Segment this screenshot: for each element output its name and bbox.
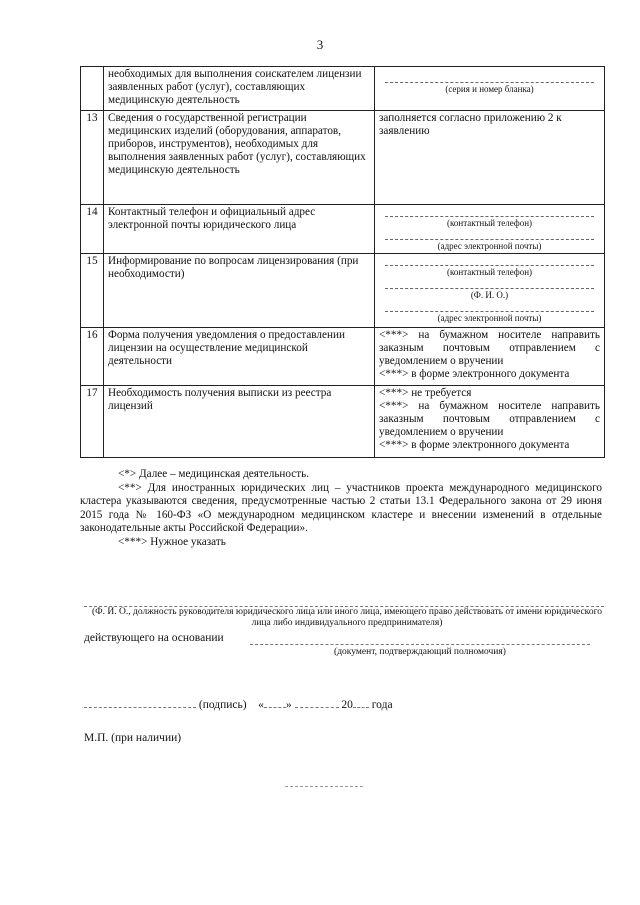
stamp-line bbox=[285, 786, 363, 787]
application-table bbox=[80, 66, 605, 458]
month-line[interactable] bbox=[295, 697, 339, 708]
year-prefix: 20 bbox=[341, 699, 353, 711]
row-label: Форма получения уведомления о предоставлении лицензии на осуществление медицинской деятельности bbox=[104, 328, 375, 386]
option-electronic[interactable]: <***> в форме электронного документа bbox=[379, 368, 570, 380]
table-row bbox=[81, 386, 605, 458]
option-paper[interactable]: <***> на бумажном носителе направить заказным почтовым отправлением с уведомлением о вручении bbox=[379, 400, 600, 438]
blank-series-caption: (серия и номер бланка) bbox=[445, 84, 534, 94]
footnote-1: <*> Далее – медицинская деятельность. bbox=[118, 468, 310, 480]
signature-row bbox=[84, 697, 393, 711]
option-paper[interactable]: <***> на бумажном носителе направить заказным почтовым отправлением с уведомлением о вручении bbox=[379, 329, 600, 367]
info-phone-line[interactable] bbox=[385, 255, 594, 266]
footnotes bbox=[80, 468, 602, 549]
email-line[interactable] bbox=[385, 229, 594, 240]
row-number bbox=[81, 67, 104, 111]
year-line[interactable] bbox=[353, 697, 369, 708]
year-suffix: года bbox=[371, 699, 393, 711]
info-email-caption: (адрес электронной почты) bbox=[437, 313, 542, 323]
row-value bbox=[375, 328, 605, 386]
row-number: 17 bbox=[81, 386, 104, 458]
table-row bbox=[81, 111, 605, 205]
day-line[interactable] bbox=[264, 697, 286, 708]
row-value: заполняется согласно приложению 2 к заявлению bbox=[375, 111, 605, 205]
email-caption: (адрес электронной почты) bbox=[437, 241, 542, 251]
row-number: 15 bbox=[81, 254, 104, 328]
row-number: 14 bbox=[81, 205, 104, 254]
signature-label: (подпись) bbox=[198, 699, 247, 711]
signature-line[interactable] bbox=[84, 697, 196, 708]
info-email-line[interactable] bbox=[385, 301, 594, 312]
option-not-required[interactable]: <***> не требуется bbox=[379, 387, 472, 399]
acting-basis-label: действующего на основании bbox=[84, 632, 224, 644]
page-number: 3 bbox=[316, 37, 324, 52]
row-value bbox=[375, 67, 605, 111]
head-fio-caption: (Ф. И. О., должность руководителя юридического лица или иного лица, имеющего право действовать от имени юридического лица либо индивидуального предпринимателя) bbox=[92, 607, 602, 628]
acting-basis-line[interactable] bbox=[250, 644, 590, 645]
blank-series-line[interactable] bbox=[385, 72, 594, 83]
footnote-2: <**> Для иностранных юридических лиц – участников проекта международного медицинского кластера указываются сведения, предусмотренные частью 2 статьи 13.1 Федерального закона от 29 июня 2015 года № 160-ФЗ «О международном медицинском кластере и внесении изменений в отдельные законодательные акты Российской Федерации». bbox=[80, 481, 602, 534]
contact-phone-caption: (контактный телефон) bbox=[446, 218, 533, 228]
table-row bbox=[81, 254, 605, 328]
quote-open: « bbox=[258, 699, 264, 711]
option-electronic[interactable]: <***> в форме электронного документа bbox=[379, 439, 570, 451]
row-number: 13 bbox=[81, 111, 104, 205]
info-fio-line[interactable] bbox=[385, 278, 594, 289]
table-row bbox=[81, 67, 605, 111]
row-label: Информирование по вопросам лицензирования (при необходимости) bbox=[104, 254, 375, 328]
row-label: необходимых для выполнения соискателем лицензии заявленных работ (услуг), составляющих медицинскую деятельность bbox=[104, 67, 375, 111]
row-value bbox=[375, 386, 605, 458]
footnote-3: <***> Нужное указать bbox=[118, 535, 226, 548]
info-phone-caption: (контактный телефон) bbox=[446, 267, 533, 277]
info-fio-caption: (Ф. И. О.) bbox=[470, 290, 509, 300]
row-number: 16 bbox=[81, 328, 104, 386]
row-label: Необходимость получения выписки из реестра лицензий bbox=[104, 386, 375, 458]
row-label: Контактный телефон и официальный адрес электронной почты юридического лица bbox=[104, 205, 375, 254]
acting-basis-caption: (документ, подтверждающий полномочия) bbox=[334, 647, 506, 657]
stamp-label: М.П. (при наличии) bbox=[84, 732, 182, 744]
row-value bbox=[375, 254, 605, 328]
table-row bbox=[81, 205, 605, 254]
quote-close: » bbox=[285, 699, 292, 711]
row-value bbox=[375, 205, 605, 254]
row-label: Сведения о государственной регистрации медицинских изделий (оборудования, аппаратов, приборов, инструментов), необходимых для выполнения заявленных работ (услуг), составляющих медицинскую деятельность bbox=[104, 111, 375, 205]
contact-phone-line[interactable] bbox=[385, 206, 594, 217]
table-row bbox=[81, 328, 605, 386]
